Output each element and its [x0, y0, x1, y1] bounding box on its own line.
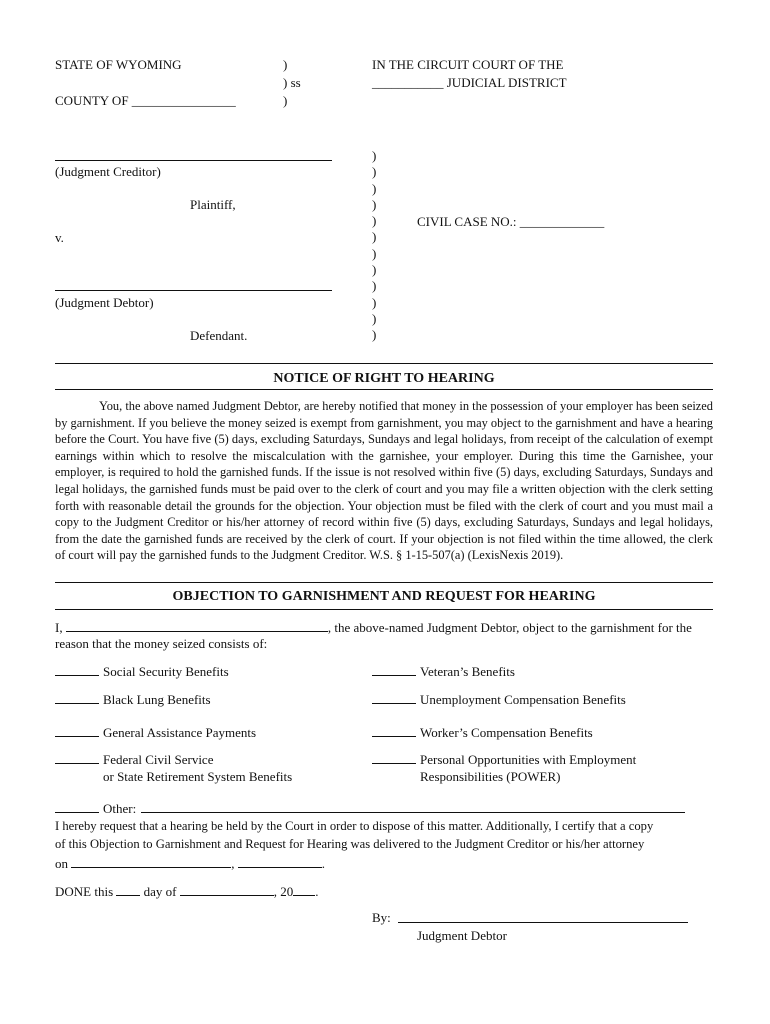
caption-paren: )	[283, 93, 288, 108]
option-social-security: Social Security Benefits	[55, 664, 229, 681]
by-label: By:	[372, 910, 391, 925]
request-line1: I hereby request that a hearing be held by the Court in order to dispose of this matter. Additionally, I certify that a copy	[55, 819, 654, 833]
option-black-lung: Black Lung Benefits	[55, 692, 211, 709]
objection-title: OBJECTION TO GARNISHMENT AND REQUEST FOR HEARING	[172, 589, 596, 604]
intro-prefix: I,	[55, 620, 63, 635]
caption-paren-ss: ) ss	[283, 75, 301, 90]
year-blank[interactable]	[293, 884, 315, 896]
option-other: Other:	[55, 801, 689, 818]
day-blank[interactable]	[116, 884, 140, 896]
delivery-date-blank[interactable]	[71, 856, 231, 868]
debtor-label: (Judgment Debtor)	[55, 295, 154, 310]
notice-title: NOTICE OF RIGHT TO HEARING	[273, 371, 495, 386]
option-workers-comp: Worker’s Compensation Benefits	[372, 725, 593, 742]
section-rule	[55, 363, 713, 364]
objection-intro	[55, 620, 692, 634]
social-security-checkbox-line[interactable]	[55, 664, 99, 676]
option-veterans: Veteran’s Benefits	[372, 664, 515, 681]
judicial-district: ___________ JUDICIAL DISTRICT	[372, 75, 567, 90]
objection-intro-line2: reason that the money seized consists of:	[55, 636, 268, 651]
section-rule	[55, 582, 713, 583]
veterans-checkbox-line[interactable]	[372, 664, 416, 676]
intro-suffix: , the above-named Judgment Debtor, object to the garnishment for the	[327, 620, 692, 635]
plaintiff-label: Plaintiff,	[190, 197, 236, 212]
debtor-name-blank[interactable]	[66, 620, 328, 632]
notice-body	[55, 398, 713, 564]
creditor-label: (Judgment Creditor)	[55, 164, 161, 179]
signature-line[interactable]	[398, 922, 688, 923]
delivery-date-line: on , .	[55, 856, 325, 871]
county-label: COUNTY OF ________________	[55, 93, 236, 108]
civil-case-number: CIVIL CASE NO.: _____________	[417, 214, 605, 229]
section-rule	[55, 609, 713, 610]
caption-brackets: ) ) ) ) ) ) ) ) ) ) ) )	[372, 148, 377, 343]
delivery-year-blank[interactable]	[238, 856, 322, 868]
unemployment-checkbox-line[interactable]	[372, 692, 416, 704]
defendant-label: Defendant.	[190, 328, 248, 343]
signer-label: Judgment Debtor	[417, 928, 507, 943]
creditor-name-line[interactable]	[55, 160, 332, 161]
power-checkbox-line[interactable]	[372, 752, 416, 764]
option-federal-civil-service: Federal Civil Service or State Retirement System Benefits	[55, 752, 292, 785]
other-description-line[interactable]	[141, 801, 685, 813]
option-unemployment: Unemployment Compensation Benefits	[372, 692, 626, 709]
option-general-assistance: General Assistance Payments	[55, 725, 256, 742]
caption-paren: )	[283, 57, 288, 72]
section-rule	[55, 389, 713, 390]
month-blank[interactable]	[180, 884, 274, 896]
option-power: Personal Opportunities with Employment Responsibilities (POWER)	[372, 752, 636, 785]
court-name: IN THE CIRCUIT COURT OF THE	[372, 57, 564, 72]
debtor-name-line[interactable]	[55, 290, 332, 291]
notice-body-text: You, the above named Judgment Debtor, are hereby notified that money in the possession of your employer has been seized by garnishment. If you believe the money seized is exempt from garnishment, you may object to the garnishment and have a hearing before the Court. You have five (5) days, excluding Saturdays, Sundays and legal holidays, from receipt of the calculation of exempt earnings within which to resolve the miscalculation with the garnishee, your employer. During this time the Garnishee, your employer, is required to hold the garnished funds. If the issue is not resolved within five (5) days, excluding Saturdays, Sundays and legal holidays, the garnished funds must be paid over to the clerk of court and you may file a written objection with the clerk setting forth with reasonable detail the grounds for the objection. Your objection must be filed with the clerk of court and you must mail a copy to the Judgment Creditor or his/her attorney of record within five (5) days, excluding Saturdays, Sundays and legal holidays, from the date the garnished funds are received by the clerk of court. If your objection is not filed within the time allowed, the clerk of court will pay the garnished funds to the Judgment Creditor. W.S. § 1-15-507(a) (LexisNexis 2019).	[55, 399, 713, 563]
versus-label: v.	[55, 230, 64, 245]
request-line2: of this Objection to Garnishment and Request for Hearing was delivered to the Judgment Creditor or his/her attorney	[55, 837, 645, 851]
general-assistance-checkbox-line[interactable]	[55, 725, 99, 737]
done-this-line: DONE this day of , 20 .	[55, 884, 319, 899]
workers-comp-checkbox-line[interactable]	[372, 725, 416, 737]
state-label: STATE OF WYOMING	[55, 57, 182, 72]
other-checkbox-line[interactable]	[55, 801, 99, 813]
black-lung-checkbox-line[interactable]	[55, 692, 99, 704]
federal-civil-service-checkbox-line[interactable]	[55, 752, 99, 764]
